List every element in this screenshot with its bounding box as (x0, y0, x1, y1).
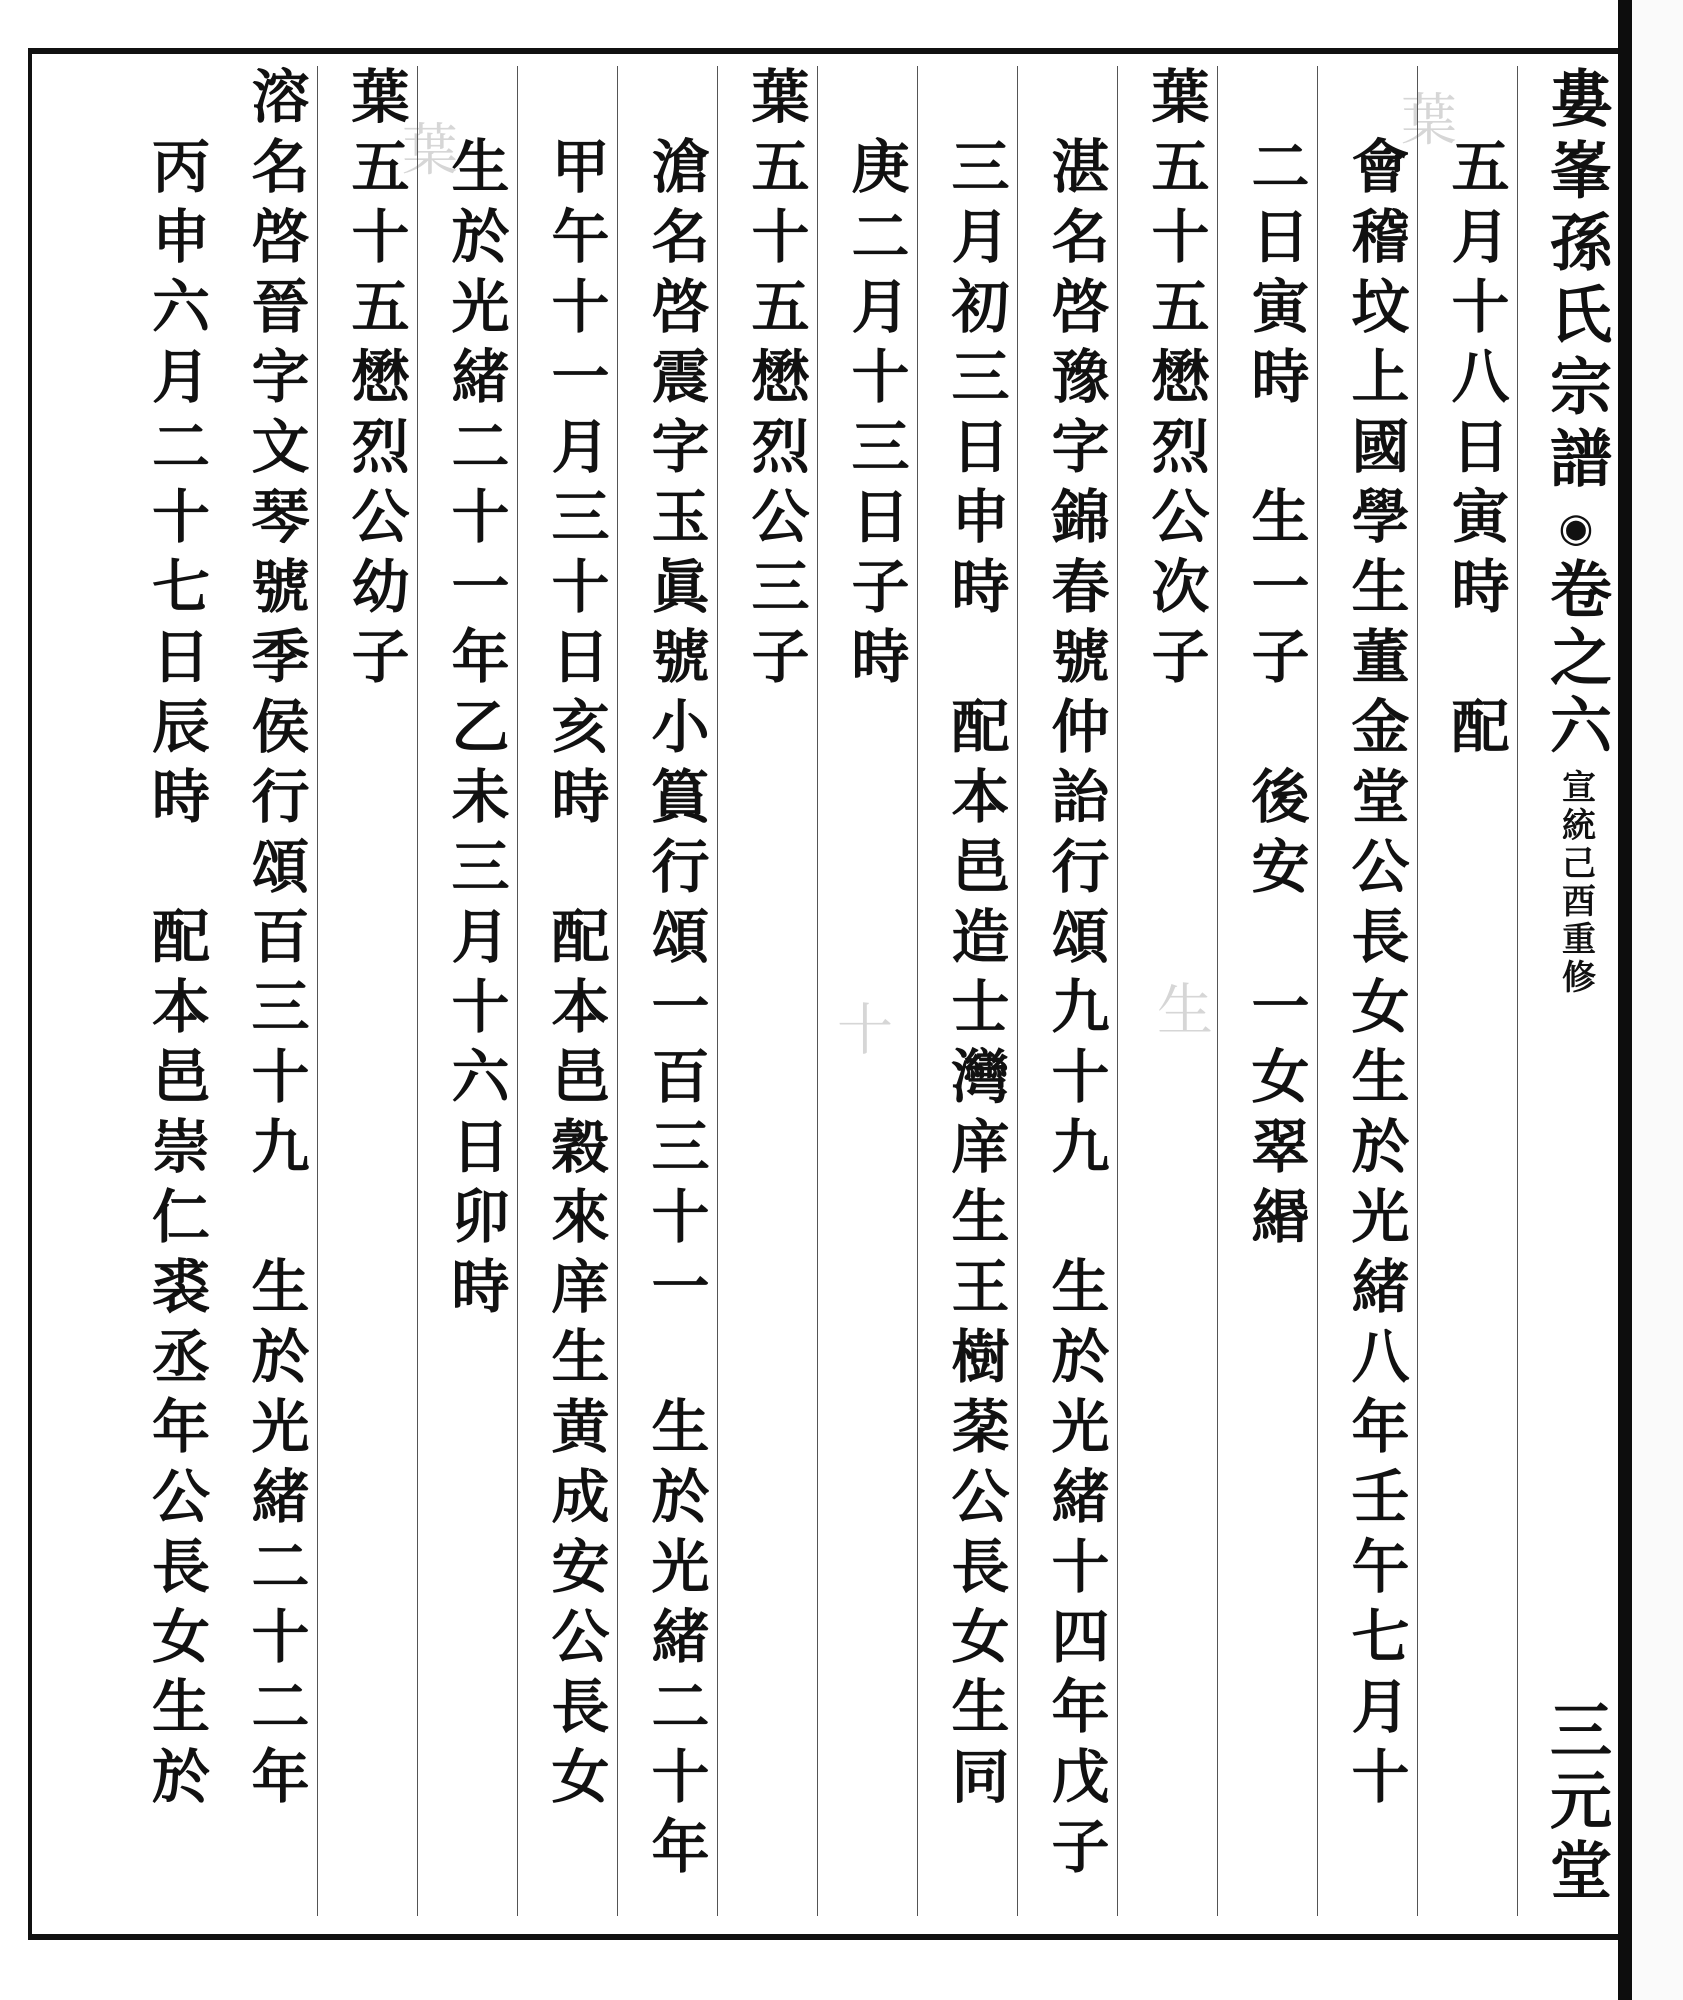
volume-label: 卷之六 (1539, 557, 1613, 761)
text-column-8 (734, 66, 818, 1916)
bleed-through-mark: 生 (1148, 980, 1213, 1050)
text-column-2 (1334, 66, 1418, 1916)
text-column-10 (534, 66, 618, 1916)
text-column-5 (1034, 66, 1118, 1916)
bleed-through-mark: 葉 (1392, 90, 1457, 160)
column-text: 葉五十五懋烈公幼子 (341, 66, 410, 696)
text-column-7 (834, 66, 918, 1916)
text-column-4 (1134, 66, 1218, 1916)
hall-name: 三元堂 (1539, 1698, 1613, 1908)
text-column-6 (934, 66, 1018, 1916)
column-text: 二日寅時 生一子 後安 一女翠緡 (1241, 136, 1310, 1256)
text-column-14 (134, 66, 218, 1916)
column-text: 葉五十五懋烈公次子 (1141, 66, 1210, 696)
column-text: 溶名啓晉字文琴號季侯行頌百三十九 生於光緒二十二年 (241, 66, 310, 1816)
column-text: 生於光緒二十一年乙未三月十六日卯時 (441, 136, 510, 1326)
text-column-9 (634, 66, 718, 1916)
column-text: 庚二月十三日子時 (841, 136, 910, 696)
banner-mark: ◉ (1558, 504, 1594, 551)
column-text: 葉五十五懋烈公三子 (741, 66, 810, 696)
banner-column (1534, 66, 1618, 1916)
column-text: 滄名啓震字玉眞號小篔行頌一百三十一 生於光緒二十年 (641, 136, 710, 1886)
bleed-through-mark: 葉 (393, 120, 458, 190)
column-text: 三月初三日申時 配本邑造士灣庠生王樹棻公長女生同 (941, 136, 1010, 1816)
column-text: 會稽坟上國學生董金堂公長女生於光緒八年壬午七月十 (1341, 136, 1410, 1816)
bleed-through-mark: 十 (828, 1000, 893, 1070)
column-text: 丙申六月二十七日辰時 配本邑崇仁裘丞年公長女生於 (142, 136, 210, 1816)
text-column-12 (334, 66, 418, 1916)
column-text: 甲午十一月三十日亥時 配本邑穀來庠生黄成安公長女 (541, 136, 610, 1816)
genealogy-title: 婁峯孫氏宗譜 (1539, 66, 1613, 498)
text-column-1 (1434, 66, 1518, 1916)
page-edge (1632, 0, 1683, 2000)
text-column-13 (234, 66, 318, 1916)
column-text: 五月十八日寅時 配 (1441, 136, 1510, 766)
edition-note: 宣統己酉重修 (1555, 769, 1596, 997)
text-column-11 (434, 66, 518, 1916)
text-column-3 (1234, 66, 1318, 1916)
column-text: 湛名啓豫字錦春號仲詒行頌九十九 生於光緒十四年戊子 (1041, 136, 1110, 1886)
